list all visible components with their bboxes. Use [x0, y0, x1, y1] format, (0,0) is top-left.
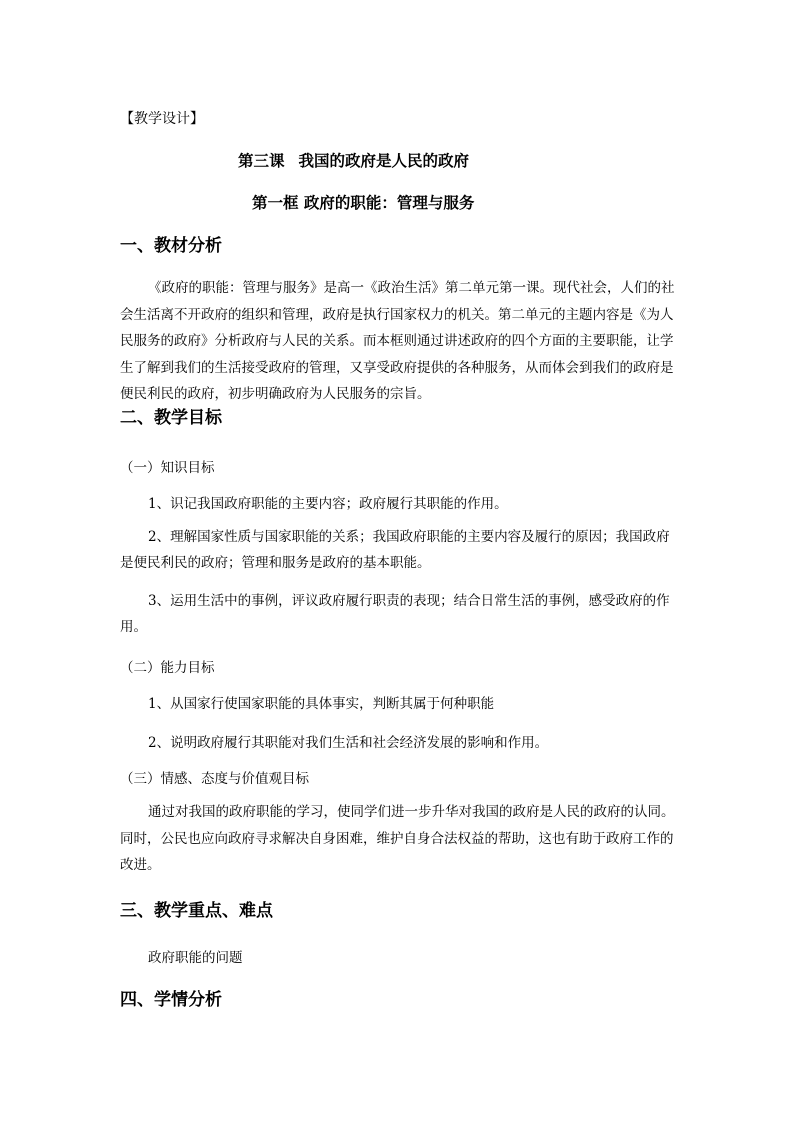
knowledge-goal-2: 2、理解国家性质与国家职能的关系；我国政府职能的主要内容及履行的原因；我国政府是便民利民的政府；管理和服务是政府的基本职能。 — [120, 529, 670, 571]
lesson-name: 我国的政府是人民的政府 — [298, 151, 470, 170]
heading-teaching-goals: 二、教学目标 — [120, 408, 222, 428]
knowledge-goal-3-block — [120, 588, 680, 640]
knowledge-goals-label: （一）知识目标 — [120, 460, 215, 476]
knowledge-goal-1: 1、识记我国政府职能的主要内容；政府履行其职能的作用。 — [148, 496, 508, 512]
heading-key-points: 三、教学重点、难点 — [120, 901, 273, 921]
textbook-analysis-body — [120, 275, 676, 408]
heading-student-analysis: 四、学情分析 — [120, 990, 222, 1010]
key-points-body: 政府职能的问题 — [148, 950, 243, 966]
lesson-number: 第三课 — [238, 151, 285, 170]
ability-goal-2: 2、说明政府履行其职能对我们生活和社会经济发展的影响和作用。 — [148, 735, 549, 751]
knowledge-goal-2-block — [120, 524, 680, 576]
emotion-goals-label: （三）情感、态度与价值观目标 — [120, 771, 309, 787]
paragraph: 通过对我国的政府职能的学习，使同学们进一步升华对我国的政府是人民的政府的认同。同时，公民也应向政府寻求解决自身困难，维护自身合法权益的帮助，这也有助于政府工作的改进。 — [120, 804, 675, 873]
ability-goal-1: 1、从国家行使国家职能的具体事实，判断其属于何种职能 — [148, 696, 495, 712]
heading-textbook-analysis: 一、教材分析 — [120, 236, 222, 256]
knowledge-goal-3: 3、运用生活中的事例，评议政府履行职责的表现；结合日常生活的事例，感受政府的作用。 — [120, 593, 670, 635]
doc-tag: 【教学设计】 — [120, 111, 204, 127]
paragraph: 《政府的职能：管理与服务》是高一《政治生活》第二单元第一课。现代社会，人们的社会生活离不开政府的组织和管理，政府是执行国家权力的机关。第二单元的主题内容是《为人民服务的政府》分析政府与人民的关系。而本框则通过讲述政府的四个方面的主要职能，让学生了解到我们的生活接受政府的管理，又享受政府提供的各种服务，从而体会到我们的政府是便民利民的政府，初步明确政府为人民服务的宗旨。 — [120, 280, 675, 402]
ability-goals-label: （二）能力目标 — [120, 660, 215, 676]
section-subtitle: 第一框 政府的职能：管理与服务 — [252, 193, 475, 212]
emotion-goals-body — [120, 799, 676, 879]
lesson-title — [238, 149, 469, 171]
